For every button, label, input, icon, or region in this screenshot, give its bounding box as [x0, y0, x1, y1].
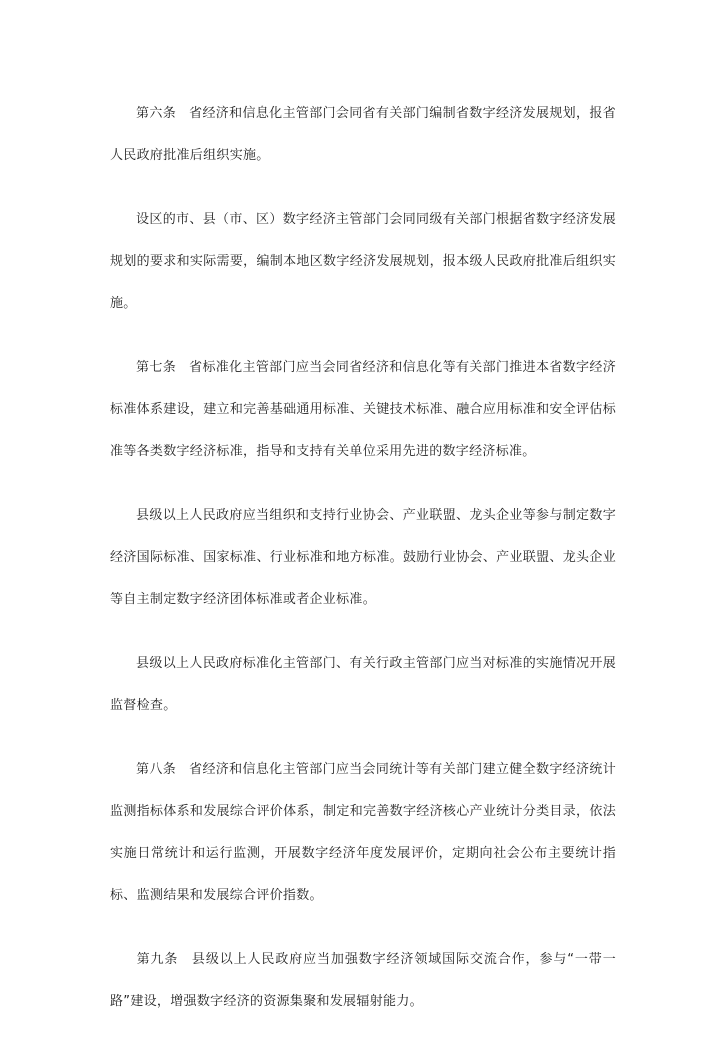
article-number: 第九条 [136, 952, 179, 967]
paragraph-text: 设区的市、县（市、区）数字经济主管部门会同同级有关部门根据省数字经济发展规划的要求和实际需要，编制本地区数字经济发展规划，报本级人民政府批准后组织实施。 [110, 212, 616, 311]
paragraph-text: 县级以上人民政府应当加强数字经济领域国际交流合作，参与“一带一路”建设，增强数字经济的资源集聚和发展辐射能力。 [110, 952, 616, 1009]
article-number: 第七条 [136, 360, 177, 375]
paragraph-text: 县级以上人民政府应当组织和支持行业协会、产业联盟、龙头企业等参与制定数字经济国际标准、国家标准、行业标准和地方标准。鼓励行业协会、产业联盟、龙头企业等自主制定数字经济团体标准或者企业标准。 [110, 508, 616, 607]
paragraph-article-7 [110, 347, 616, 473]
article-number: 第六条 [136, 106, 177, 121]
paragraph-text: 省经济和信息化主管部门应当会同统计等有关部门建立健全数字经济统计监测指标体系和发展综合评价体系，制定和完善数字经济核心产业统计分类目录，依法实施日常统计和运行监测，开展数字经济年度发展评价，定期向社会公布主要统计指标、监测结果和发展综合评价指数。 [110, 762, 616, 903]
article-number: 第八条 [136, 762, 177, 777]
paragraph-article-7-clause-3 [110, 643, 616, 727]
paragraph-text: 省经济和信息化主管部门会同省有关部门编制省数字经济发展规划，报省人民政府批准后组织实施。 [110, 106, 616, 163]
paragraph-article-6 [110, 93, 616, 177]
document-body [110, 93, 616, 1045]
paragraph-article-7-clause-2 [110, 495, 616, 621]
paragraph-article-9 [110, 939, 616, 1023]
paragraph-article-6-clause-2 [110, 199, 616, 325]
paragraph-text: 县级以上人民政府标准化主管部门、有关行政主管部门应当对标准的实施情况开展监督检查。 [110, 656, 616, 713]
paragraph-article-8 [110, 749, 616, 917]
paragraph-text: 省标准化主管部门应当会同省经济和信息化等有关部门推进本省数字经济标准体系建设，建立和完善基础通用标准、关键技术标准、融合应用标准和安全评估标准等各类数字经济标准，指导和支持有关单位采用先进的数字经济标准。 [110, 360, 616, 459]
